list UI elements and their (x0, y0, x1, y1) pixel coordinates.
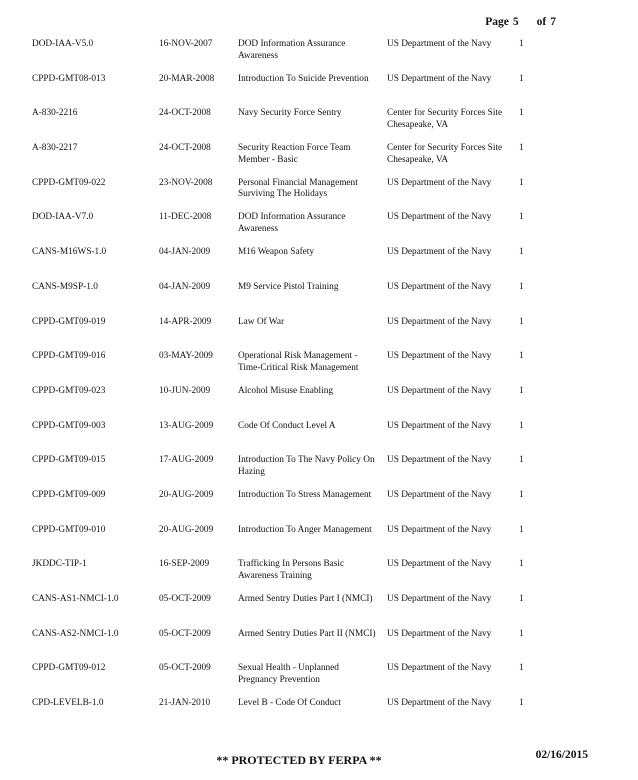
completion-date: 05-OCT-2009 (159, 594, 211, 604)
page-number: 5 (512, 16, 519, 28)
record-row (0, 525, 638, 560)
record-row (0, 282, 638, 317)
completion-date: 04-JAN-2009 (159, 247, 211, 258)
record-row (0, 247, 638, 282)
course-code: DOD-IAA-V5.0 (32, 39, 94, 49)
record-row (0, 629, 638, 664)
credit-count: 1 (519, 559, 524, 570)
record-row (0, 351, 638, 386)
record-row (0, 559, 638, 594)
credit-count: 1 (519, 385, 524, 396)
completion-date: 14-APR-2009 (159, 316, 212, 327)
organization: US Department of the Navy (387, 212, 492, 223)
course-code: A-830-2216 (32, 108, 78, 119)
credit-count: 1 (519, 489, 524, 500)
credit-count: 1 (519, 628, 524, 639)
course-title: DOD Information Assurance Awareness (238, 212, 346, 235)
organization: US Department of the Navy (387, 420, 492, 431)
course-title: Law Of War (238, 316, 285, 327)
course-title: M9 Service Pistol Training (238, 281, 339, 292)
ferpa-notice: ** PROTECTED BY FERPA ** (216, 753, 382, 767)
credit-count: 1 (519, 698, 524, 709)
organization: US Department of the Navy (387, 316, 492, 327)
credit-count: 1 (519, 108, 524, 119)
course-code: CPPD-GMT09-012 (32, 663, 106, 674)
credit-count: 1 (519, 212, 524, 223)
course-code: CPPD-GMT09-022 (32, 177, 106, 188)
record-row (0, 317, 638, 352)
credit-count: 1 (519, 39, 524, 49)
course-title: M16 Weapon Safety (238, 247, 315, 258)
record-row (0, 74, 638, 109)
course-code: JKDDC-TIP-1 (32, 559, 87, 570)
record-row (0, 212, 638, 247)
organization: US Department of the Navy (387, 281, 492, 292)
organization: US Department of the Navy (387, 385, 492, 396)
record-row (0, 39, 638, 74)
course-title: Introduction To Anger Management (238, 524, 372, 535)
completion-date: 16-NOV-2007 (159, 39, 213, 49)
organization: Center for Security Forces Site Chesapeake, VA (387, 143, 503, 165)
course-title: DOD Information Assurance Awareness (238, 39, 346, 61)
credit-count: 1 (519, 247, 524, 258)
organization: Center for Security Forces Site Chesapeake, VA (387, 108, 503, 130)
course-title: Sexual Health - Unplanned Pregnancy Prevention (238, 663, 339, 685)
course-title: Security Reaction Force Team Member - Basic (238, 143, 351, 165)
organization: US Department of the Navy (387, 594, 492, 604)
record-row (0, 490, 638, 525)
course-title: Code Of Conduct Level A (238, 420, 336, 431)
credit-count: 1 (519, 143, 524, 154)
completion-date: 05-OCT-2009 (159, 663, 211, 674)
course-code: CPPD-GMT09-010 (32, 524, 106, 535)
credit-count: 1 (519, 594, 524, 604)
credit-count: 1 (519, 455, 524, 466)
completion-date: 20-AUG-2009 (159, 489, 214, 500)
course-code: CANS-M9SP-1.0 (32, 281, 98, 292)
course-code: CPD-LEVELB-1.0 (32, 698, 104, 709)
organization: US Department of the Navy (387, 73, 492, 84)
credit-count: 1 (519, 663, 524, 674)
page-label: Page (485, 16, 509, 28)
completion-date: 21-JAN-2010 (159, 698, 211, 709)
credit-count: 1 (519, 420, 524, 431)
organization: US Department of the Navy (387, 663, 492, 674)
course-title: Introduction To The Navy Policy On Hazing (238, 455, 375, 477)
completion-date: 24-OCT-2008 (159, 143, 211, 154)
organization: US Department of the Navy (387, 559, 492, 570)
credit-count: 1 (519, 524, 524, 535)
completion-date: 04-JAN-2009 (159, 281, 211, 292)
record-row (0, 143, 638, 178)
record-row (0, 178, 638, 213)
course-code: CANS-M16WS-1.0 (32, 247, 107, 258)
organization: US Department of the Navy (387, 628, 492, 639)
print-date: 02/16/2015 (535, 749, 588, 761)
organization: US Department of the Navy (387, 524, 492, 535)
course-title: Introduction To Stress Management (238, 489, 372, 500)
training-records-list (0, 39, 638, 733)
page-indicator (485, 16, 556, 28)
course-code: CANS-AS1-NMCI-1.0 (32, 594, 119, 604)
course-code: DOD-IAA-V7.0 (32, 212, 94, 223)
record-row (0, 594, 638, 629)
completion-date: 16-SEP-2009 (159, 559, 210, 570)
course-title: Level B - Code Of Conduct (238, 698, 342, 709)
completion-date: 20-MAR-2008 (159, 73, 215, 84)
course-title: Navy Security Force Sentry (238, 108, 342, 119)
completion-date: 17-AUG-2009 (159, 455, 214, 466)
credit-count: 1 (519, 73, 524, 84)
course-code: CPPD-GMT09-009 (32, 489, 106, 500)
record-row (0, 386, 638, 421)
course-title: Introduction To Suicide Prevention (238, 73, 369, 84)
course-title: Personal Financial Management Surviving The Holidays (238, 177, 358, 200)
record-row (0, 698, 638, 733)
course-title: Alcohol Misuse Enabling (238, 385, 334, 396)
organization: US Department of the Navy (387, 247, 492, 258)
completion-date: 23-NOV-2008 (159, 177, 213, 188)
course-title: Trafficking In Persons Basic Awareness Training (238, 559, 345, 581)
course-code: CPPD-GMT09-016 (32, 351, 106, 362)
course-code: CPPD-GMT09-019 (32, 316, 106, 327)
completion-date: 24-OCT-2008 (159, 108, 211, 119)
record-row (0, 663, 638, 698)
credit-count: 1 (519, 177, 524, 188)
credit-count: 1 (519, 351, 524, 362)
organization: US Department of the Navy (387, 455, 492, 466)
completion-date: 05-OCT-2009 (159, 628, 211, 639)
completion-date: 10-JUN-2009 (159, 385, 211, 396)
course-code: CANS-AS2-NMCI-1.0 (32, 628, 119, 639)
record-row (0, 108, 638, 143)
course-title: Armed Sentry Duties Part II (NMCI) (238, 628, 376, 639)
organization: US Department of the Navy (387, 489, 492, 500)
organization: US Department of the Navy (387, 351, 492, 362)
of-label: of (536, 16, 547, 28)
completion-date: 11-DEC-2008 (159, 212, 212, 223)
total-pages: 7 (550, 16, 556, 28)
course-title: Operational Risk Management - Time-Critical Risk Management (238, 351, 359, 373)
course-code: CPPD-GMT09-023 (32, 385, 106, 396)
completion-date: 03-MAY-2009 (159, 351, 213, 362)
completion-date: 13-AUG-2009 (159, 420, 214, 431)
course-code: A-830-2217 (32, 143, 78, 154)
organization: US Department of the Navy (387, 698, 492, 709)
organization: US Department of the Navy (387, 39, 492, 49)
course-code: CPPD-GMT09-003 (32, 420, 106, 431)
record-row (0, 421, 638, 456)
credit-count: 1 (519, 281, 524, 292)
completion-date: 20-AUG-2009 (159, 524, 214, 535)
credit-count: 1 (519, 316, 524, 327)
record-row (0, 455, 638, 490)
course-code: CPPD-GMT09-015 (32, 455, 106, 466)
organization: US Department of the Navy (387, 177, 492, 188)
course-title: Armed Sentry Duties Part I (NMCI) (238, 594, 373, 604)
course-code: CPPD-GMT08-013 (32, 73, 106, 84)
